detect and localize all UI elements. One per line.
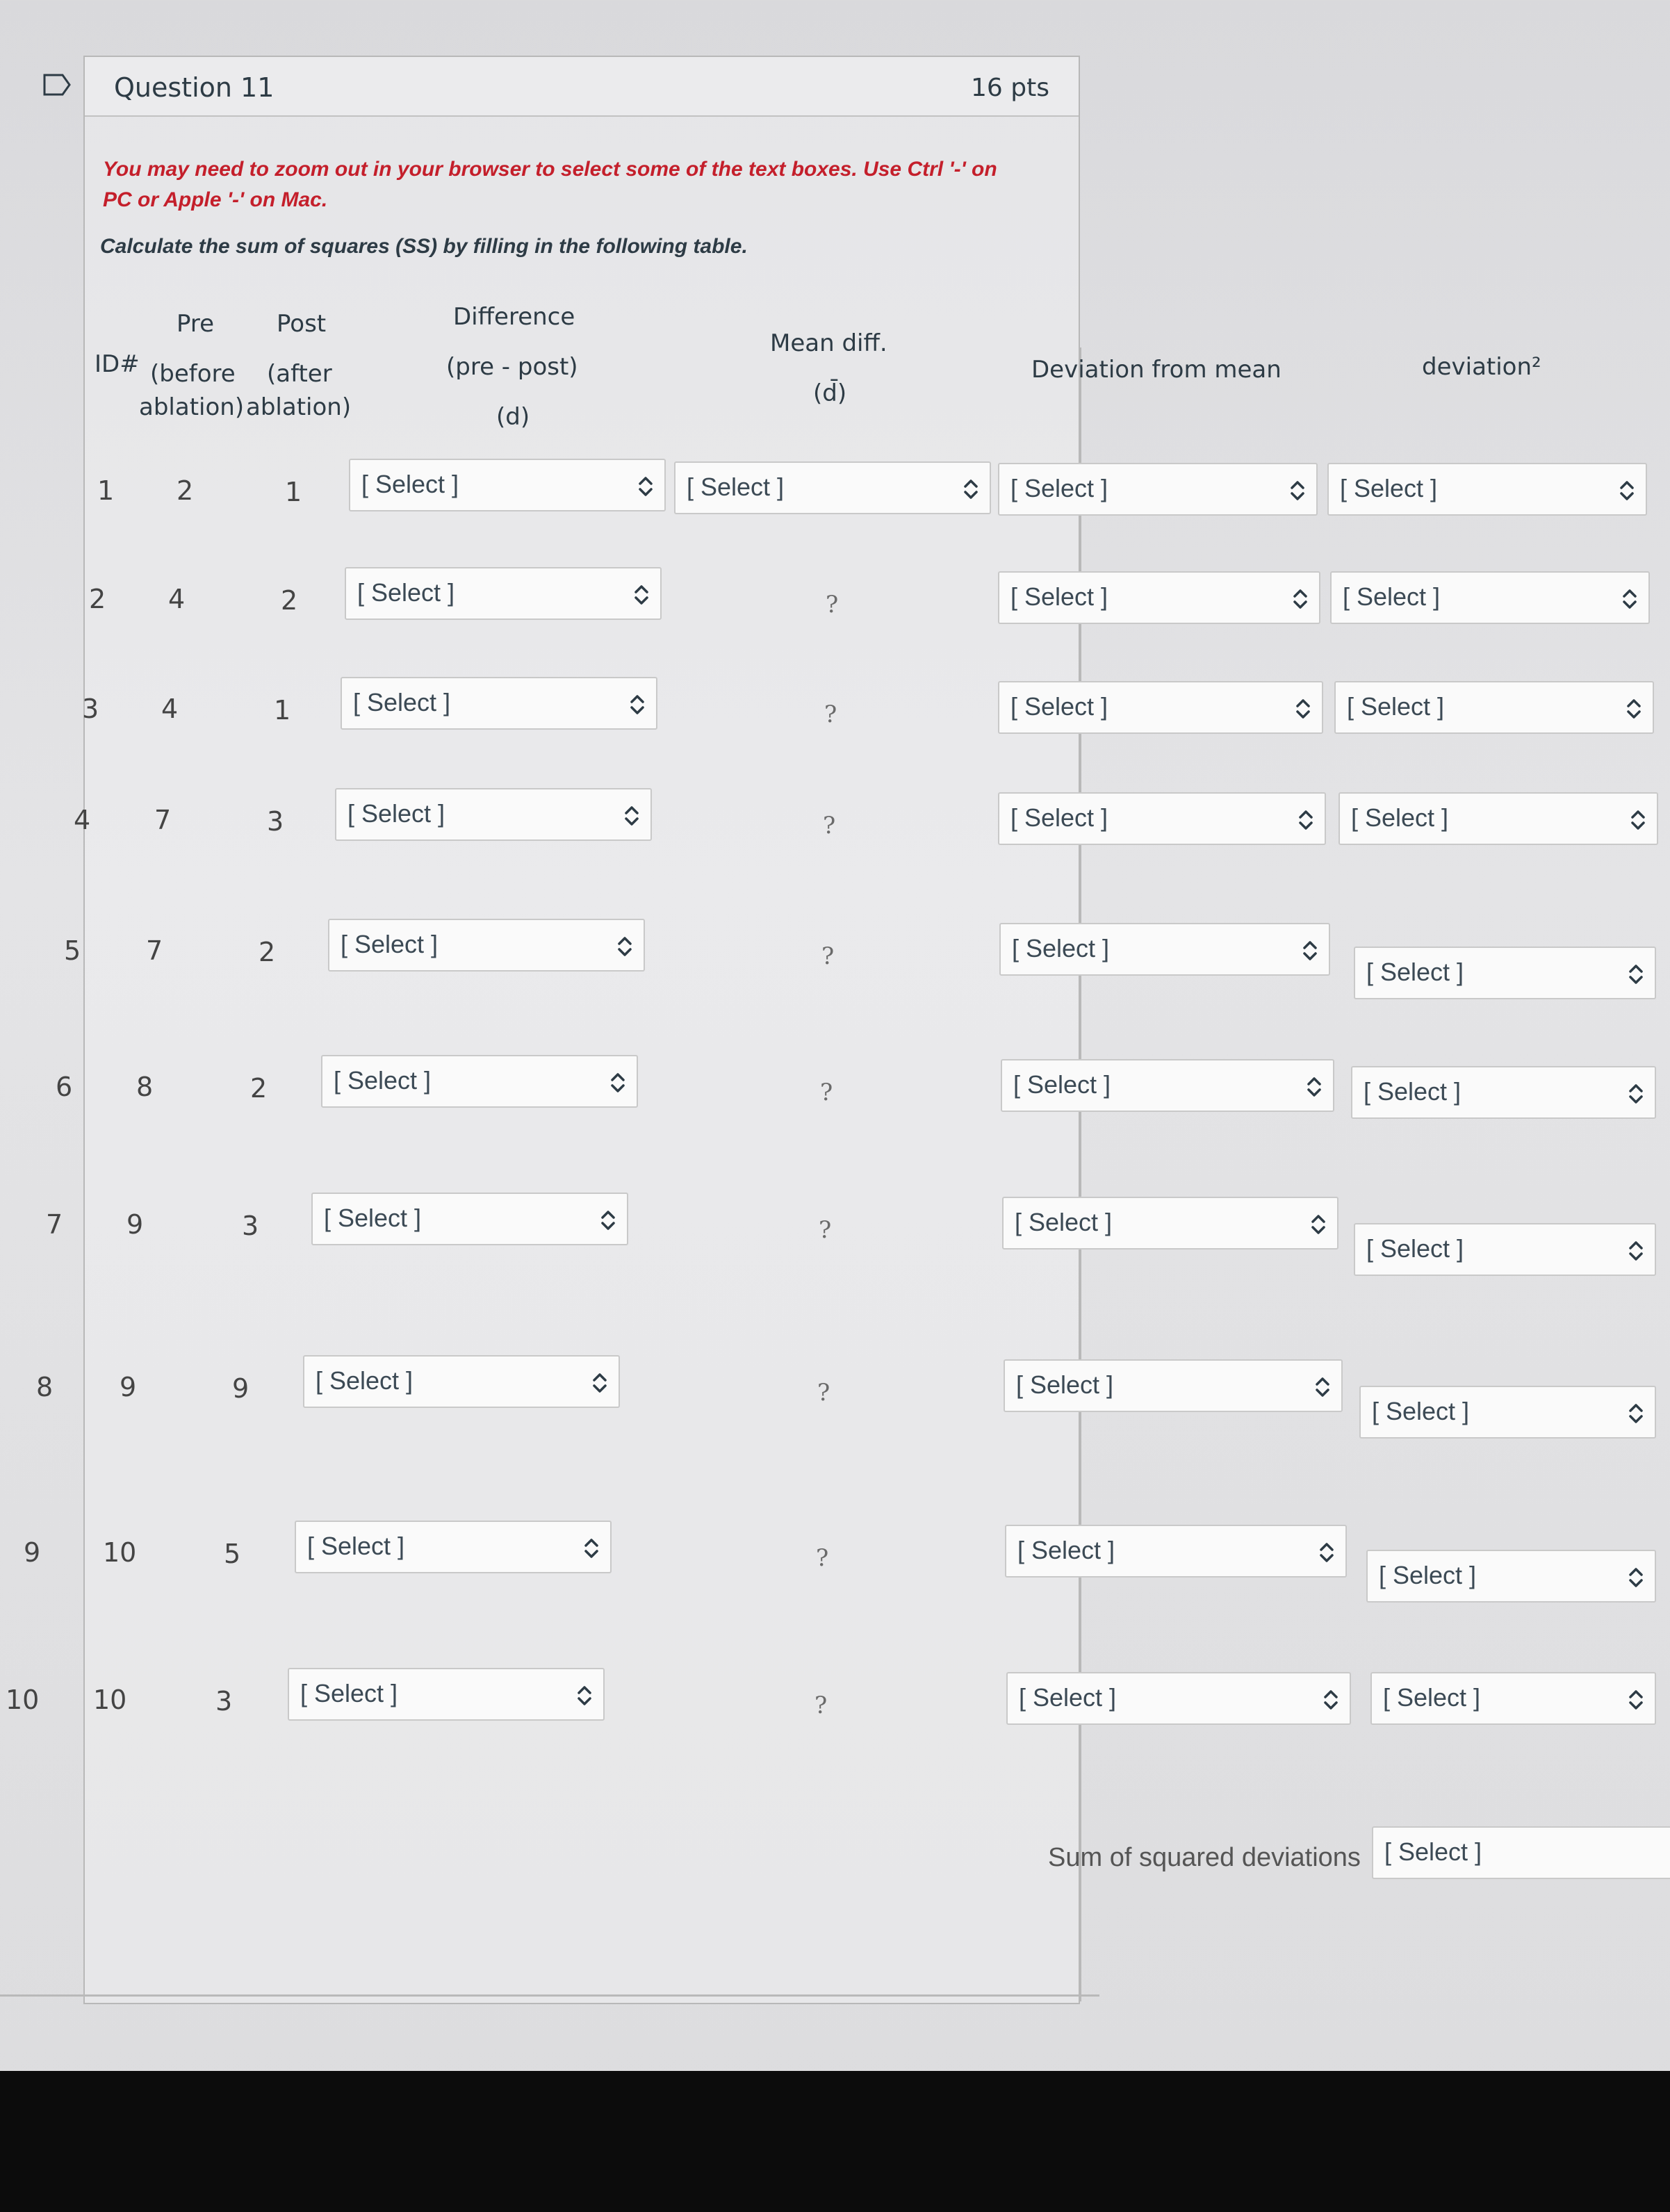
cell-pre: 9: [120, 1372, 137, 1402]
header-deviation-squared: deviation²: [1422, 353, 1541, 381]
deviation-select[interactable]: [999, 923, 1330, 976]
difference-select[interactable]: [288, 1668, 605, 1721]
cell-post: 1: [285, 477, 302, 507]
cell-pre: 2: [177, 475, 194, 506]
mean-diff-unknown: ?: [816, 1544, 829, 1572]
difference-select[interactable]: [345, 567, 662, 620]
chevron-updown-icon: [1627, 1565, 1645, 1590]
deviation-select[interactable]: [1005, 1525, 1347, 1578]
deviation-squared-select[interactable]: [1327, 463, 1647, 516]
chevron-updown-icon: [1627, 1687, 1645, 1712]
chevron-updown-icon: [623, 803, 641, 828]
chevron-updown-icon: [1629, 808, 1647, 833]
chevron-updown-icon: [1627, 962, 1645, 987]
select-placeholder: [ Select ]: [1019, 1683, 1117, 1712]
chevron-updown-icon: [591, 1370, 609, 1395]
deviation-squared-select[interactable]: [1330, 571, 1650, 624]
zoom-warning: You may need to zoom out in your browser to select some of the text boxes. Use Ctrl '-' on PC or Apple '-' on Mac.: [103, 158, 997, 211]
chevron-updown-icon: [628, 692, 646, 717]
cell-pre: 10: [93, 1685, 127, 1715]
deviation-squared-select[interactable]: [1351, 1066, 1656, 1119]
mean-diff-unknown: ?: [824, 701, 837, 728]
select-placeholder: [ Select ]: [1015, 1208, 1113, 1236]
deviation-select[interactable]: [1001, 1059, 1334, 1112]
cell-id: 5: [64, 935, 81, 966]
question-points: 16 pts: [971, 74, 1049, 102]
chevron-updown-icon: [1627, 1238, 1645, 1263]
cell-pre: 10: [103, 1537, 137, 1568]
select-placeholder: [ Select ]: [1340, 474, 1438, 502]
select-placeholder: [ Select ]: [1013, 1070, 1111, 1099]
mean-diff-unknown: ?: [819, 1216, 832, 1244]
mean-diff-unknown: ?: [814, 1691, 828, 1719]
cell-id: 10: [6, 1685, 40, 1715]
header-post-2: (after: [267, 360, 332, 388]
select-placeholder: [ Select ]: [1366, 1234, 1464, 1263]
cell-pre: 4: [168, 584, 186, 614]
cell-id: 2: [89, 584, 106, 614]
chevron-updown-icon: [962, 477, 980, 502]
select-placeholder: [ Select ]: [324, 1204, 422, 1232]
deviation-select[interactable]: [1002, 1197, 1339, 1250]
question-title: Question 11: [114, 72, 275, 103]
chevron-updown-icon: [1288, 478, 1307, 503]
select-placeholder: [ Select ]: [1010, 582, 1108, 611]
select-placeholder: [ Select ]: [1016, 1370, 1114, 1399]
select-placeholder: [ Select ]: [1384, 1837, 1482, 1866]
select-placeholder: [ Select ]: [1347, 692, 1445, 721]
cell-post: 2: [281, 585, 298, 616]
select-placeholder: [ Select ]: [1383, 1683, 1481, 1712]
select-placeholder: [ Select ]: [1012, 934, 1110, 962]
difference-select[interactable]: [303, 1355, 620, 1408]
chevron-updown-icon: [632, 582, 650, 607]
deviation-select[interactable]: [998, 681, 1323, 734]
cell-pre: 8: [136, 1072, 154, 1102]
select-placeholder: [ Select ]: [1010, 692, 1108, 721]
select-placeholder: [ Select ]: [1343, 582, 1441, 611]
header-diff-1: Difference: [453, 303, 575, 331]
difference-select[interactable]: [341, 677, 657, 730]
header-diff-2: (pre - post): [446, 353, 578, 381]
card-bottom-border: [0, 1994, 1099, 1997]
mean-diff-select[interactable]: [674, 461, 991, 514]
chevron-updown-icon: [637, 474, 655, 499]
chevron-updown-icon: [1297, 808, 1315, 833]
select-placeholder: [ Select ]: [687, 473, 785, 501]
chevron-updown-icon: [609, 1070, 627, 1095]
deviation-squared-select[interactable]: [1359, 1386, 1656, 1439]
cell-pre: 4: [161, 694, 179, 724]
header-post-3: ablation): [246, 393, 352, 421]
chevron-updown-icon: [1625, 696, 1643, 721]
chevron-updown-icon: [1627, 1081, 1645, 1106]
chevron-updown-icon: [1627, 1401, 1645, 1426]
mean-diff-unknown: ?: [817, 1379, 830, 1407]
chevron-updown-icon: [1291, 587, 1309, 612]
chevron-updown-icon: [1305, 1074, 1323, 1099]
deviation-select[interactable]: [998, 792, 1326, 845]
chevron-updown-icon: [1322, 1687, 1340, 1712]
deviation-squared-select[interactable]: [1370, 1672, 1656, 1725]
select-placeholder: [ Select ]: [334, 1066, 432, 1095]
screen-bezel: [0, 2071, 1670, 2212]
select-placeholder: [ Select ]: [347, 799, 445, 828]
chevron-updown-icon: [1309, 1212, 1327, 1237]
header-pre-2: (before: [150, 360, 236, 388]
deviation-squared-select[interactable]: [1354, 947, 1656, 999]
cell-post: 9: [232, 1373, 249, 1404]
chevron-updown-icon: [575, 1683, 593, 1708]
select-placeholder: [ Select ]: [1364, 1077, 1462, 1106]
chevron-updown-icon: [1301, 938, 1319, 963]
select-placeholder: [ Select ]: [341, 930, 439, 958]
cell-post: 1: [274, 695, 291, 726]
flag-question-icon[interactable]: [43, 74, 71, 96]
deviation-squared-select[interactable]: [1366, 1550, 1656, 1603]
select-placeholder: [ Select ]: [1010, 474, 1108, 502]
cell-pre: 7: [154, 805, 172, 835]
header-post-1: Post: [277, 310, 327, 338]
cell-id: 4: [74, 805, 91, 835]
header-mean-2: (d̄): [813, 379, 847, 407]
chevron-updown-icon: [616, 934, 634, 959]
cell-id: 3: [82, 694, 99, 724]
select-placeholder: [ Select ]: [361, 470, 459, 498]
cell-id: 1: [97, 475, 115, 506]
question-header: [85, 57, 1079, 117]
header-diff-3: (d): [496, 403, 530, 431]
cell-post: 2: [259, 937, 276, 967]
select-placeholder: [ Select ]: [1017, 1536, 1115, 1564]
deviation-squared-select[interactable]: [1334, 681, 1654, 734]
header-pre-1: Pre: [177, 310, 215, 338]
chevron-updown-icon: [1621, 587, 1639, 612]
cell-post: 3: [242, 1211, 259, 1241]
deviation-select[interactable]: [998, 463, 1318, 516]
select-placeholder: [ Select ]: [307, 1532, 405, 1560]
cell-pre: 7: [146, 935, 163, 966]
select-placeholder: [ Select ]: [1351, 803, 1449, 832]
cell-id: 6: [56, 1072, 73, 1102]
chevron-updown-icon: [1294, 696, 1312, 721]
cell-pre: 9: [126, 1209, 144, 1240]
difference-select[interactable]: [321, 1055, 638, 1108]
select-placeholder: [ Select ]: [316, 1366, 414, 1395]
difference-select[interactable]: [335, 788, 652, 841]
select-placeholder: [ Select ]: [1010, 803, 1108, 832]
cell-post: 2: [250, 1073, 268, 1104]
select-placeholder: [ Select ]: [1372, 1397, 1470, 1425]
chevron-updown-icon: [599, 1208, 617, 1233]
deviation-squared-select[interactable]: [1354, 1223, 1656, 1276]
header-pre-3: ablation): [139, 393, 245, 421]
deviation-squared-select[interactable]: [1339, 792, 1658, 845]
difference-select[interactable]: [311, 1193, 628, 1245]
deviation-select[interactable]: [1004, 1359, 1343, 1412]
deviation-select[interactable]: [1006, 1672, 1351, 1725]
chevron-updown-icon: [1618, 478, 1636, 503]
select-placeholder: [ Select ]: [353, 688, 451, 716]
select-placeholder: [ Select ]: [1379, 1561, 1477, 1589]
difference-select[interactable]: [295, 1521, 612, 1573]
deviation-select[interactable]: [998, 571, 1320, 624]
select-placeholder: [ Select ]: [300, 1679, 398, 1707]
cell-post: 3: [215, 1686, 233, 1717]
header-id: ID#: [95, 350, 140, 378]
sum-squared-deviations-label: Sum of squared deviations: [1048, 1843, 1361, 1872]
cell-id: 8: [36, 1372, 54, 1402]
difference-select[interactable]: [349, 459, 666, 511]
chevron-updown-icon: [1313, 1375, 1332, 1400]
mean-diff-unknown: ?: [826, 591, 839, 618]
chevron-updown-icon: [582, 1536, 600, 1561]
cell-post: 5: [224, 1539, 241, 1569]
mean-diff-unknown: ?: [820, 1079, 833, 1106]
instruction-text: Calculate the sum of squares (SS) by filling in the following table.: [100, 235, 748, 258]
cell-post: 3: [267, 806, 284, 837]
header-mean-1: Mean diff.: [770, 329, 887, 357]
mean-diff-unknown: ?: [823, 812, 836, 839]
mean-diff-unknown: ?: [821, 942, 835, 970]
chevron-updown-icon: [1318, 1540, 1336, 1565]
select-placeholder: [ Select ]: [357, 578, 455, 607]
sum-squared-deviations-select[interactable]: [1372, 1826, 1670, 1879]
select-placeholder: [ Select ]: [1366, 958, 1464, 986]
header-deviation: Deviation from mean: [1031, 356, 1282, 384]
cell-id: 9: [24, 1537, 41, 1568]
difference-select[interactable]: [328, 919, 645, 972]
cell-id: 7: [46, 1209, 63, 1240]
